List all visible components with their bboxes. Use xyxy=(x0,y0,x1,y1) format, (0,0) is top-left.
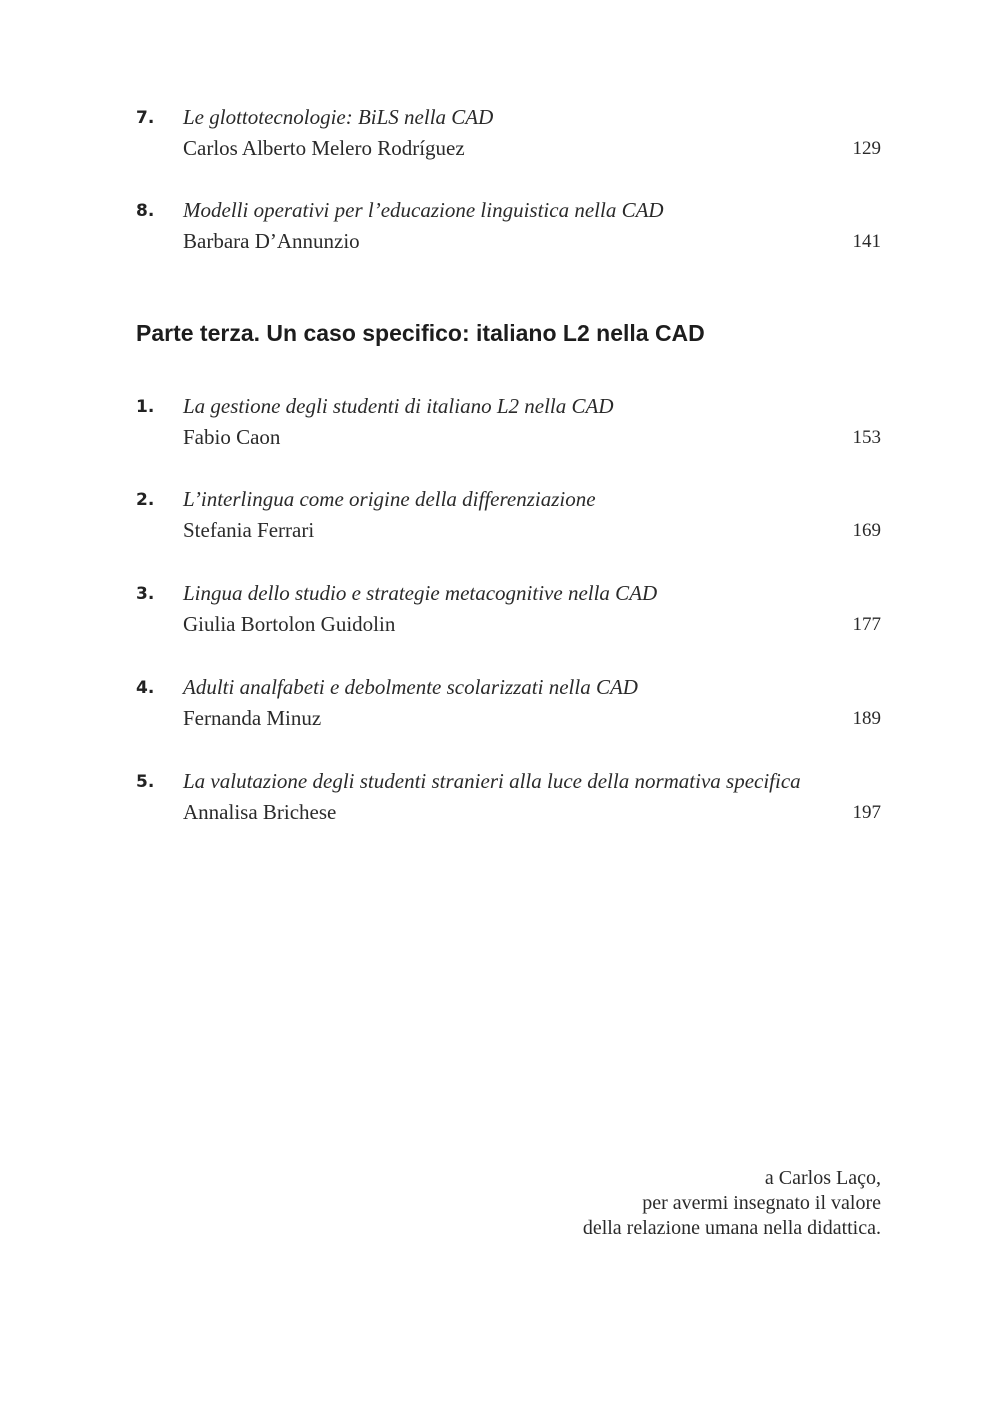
entry-number: 4. xyxy=(136,678,155,698)
entry-page-number: 169 xyxy=(852,520,881,541)
toc-entry xyxy=(136,675,881,742)
dedication-line: per avermi insegnato il valore xyxy=(642,1192,881,1214)
entry-title: L’interlingua come origine della differenziazione xyxy=(183,487,596,511)
entry-author: Fernanda Minuz xyxy=(183,706,322,730)
entry-page-number: 197 xyxy=(852,802,881,823)
entry-author: Giulia Bortolon Guidolin xyxy=(183,612,396,636)
toc-entry xyxy=(136,769,881,836)
entry-number: 2. xyxy=(136,490,155,510)
entry-page-number: 153 xyxy=(852,427,881,448)
toc-entry xyxy=(136,105,881,172)
entry-title: Le glottotecnologie: BiLS nella CAD xyxy=(183,105,494,129)
entry-author: Barbara D’Annunzio xyxy=(183,229,360,253)
entry-page-number: 189 xyxy=(852,708,881,729)
entry-number: 8. xyxy=(136,201,155,221)
dedication xyxy=(583,1166,881,1241)
toc-entry xyxy=(136,487,881,554)
section-heading: Parte terza. Un caso specifico: italiano L2 nella CAD xyxy=(136,320,705,346)
entry-number: 7. xyxy=(136,108,155,128)
entry-title: Modelli operativi per l’educazione linguistica nella CAD xyxy=(183,198,664,222)
entry-title: Lingua dello studio e strategie metacognitive nella CAD xyxy=(183,581,658,605)
entry-author: Fabio Caon xyxy=(183,425,281,449)
entry-author: Carlos Alberto Melero Rodríguez xyxy=(183,136,465,160)
toc-entry xyxy=(136,581,881,648)
entry-page-number: 129 xyxy=(852,138,881,159)
entry-number: 3. xyxy=(136,584,155,604)
entry-title: Adulti analfabeti e debolmente scolarizzati nella CAD xyxy=(183,675,638,699)
dedication-line: a Carlos Laço, xyxy=(764,1167,881,1189)
toc-entry xyxy=(136,394,881,461)
entry-page-number: 141 xyxy=(852,231,881,252)
toc-entry xyxy=(136,198,881,265)
entry-number: 5. xyxy=(136,772,155,792)
entry-number: 1. xyxy=(136,397,155,417)
entry-page-number: 177 xyxy=(852,614,881,635)
entry-author: Stefania Ferrari xyxy=(183,518,315,542)
entry-author: Annalisa Brichese xyxy=(183,800,337,824)
entry-title: La valutazione degli studenti stranieri alla luce della normativa specifica xyxy=(183,769,801,793)
dedication-line: della relazione umana nella didattica. xyxy=(582,1217,881,1239)
entry-title: La gestione degli studenti di italiano L2 nella CAD xyxy=(183,394,614,418)
